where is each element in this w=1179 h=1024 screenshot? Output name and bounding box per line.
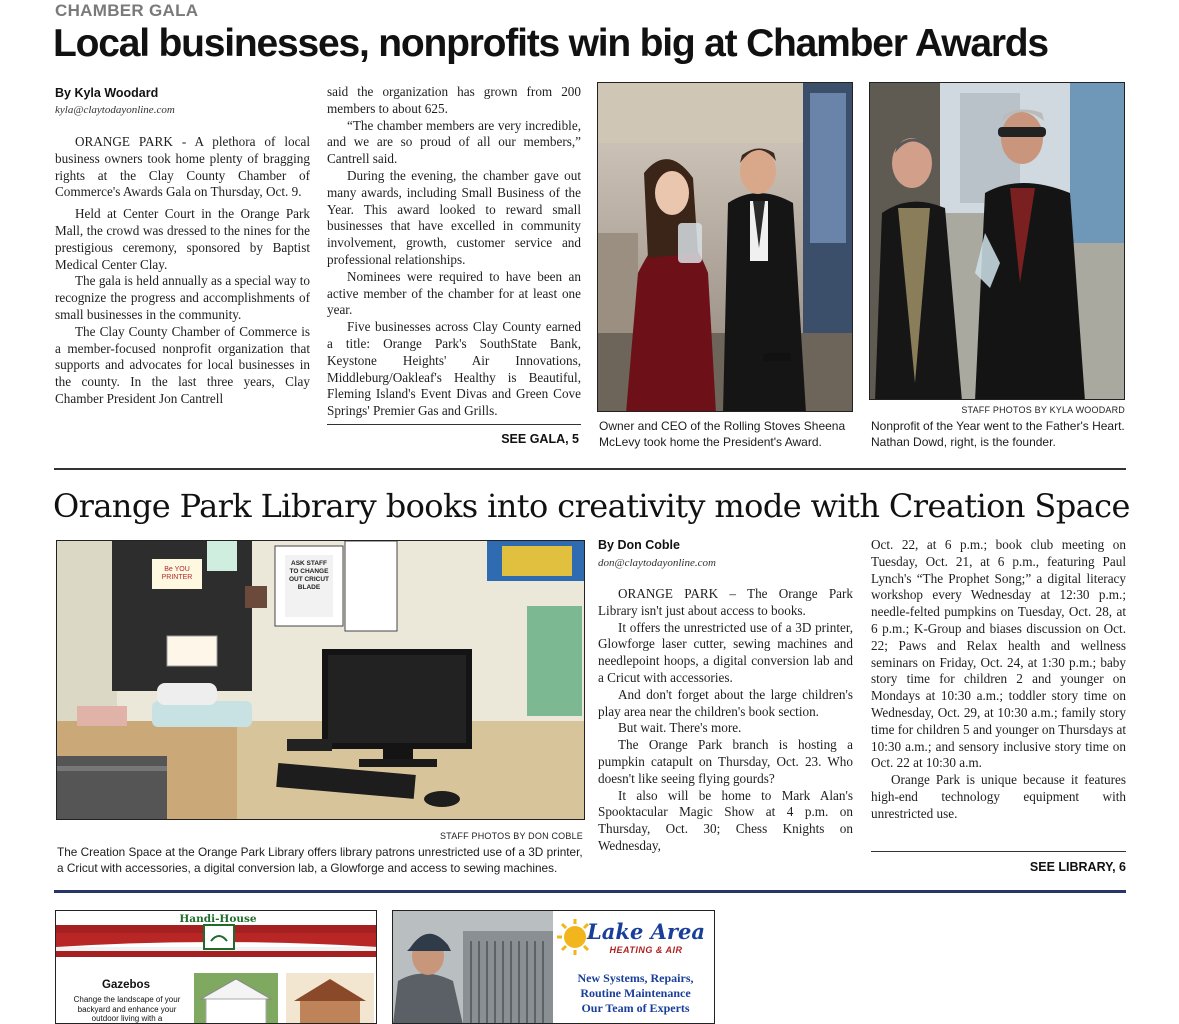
photo-nathan-dowd (869, 82, 1125, 400)
lake-area-brand: Lake Area (587, 919, 705, 944)
handi-house-brand: Handi-House (179, 913, 257, 925)
paragraph: The Clay County Chamber of Commerce is a member-focused nonprofit organization that supports and advocates for local businesses in the county. In the last three years, Clay Chamber President Jon Cantrell (55, 323, 310, 406)
byline-kyla-woodard: By Kyla Woodard (55, 86, 159, 100)
section-kicker: CHAMBER GALA (55, 1, 199, 20)
jump-rule (871, 851, 1126, 852)
paragraph: The Orange Park branch is hosting a pumpkin catapult on Thursday, Oct. 23. Who doesn't like seeing flying gourds? (598, 737, 853, 786)
paragraph: ORANGE PARK - A plethora of local business owners took home plenty of bragging rights at the Clay County Chamber of Commerce's Awards Gala on Thursday, Oct. 9. (55, 134, 310, 200)
paragraph: Five businesses across Clay County earned a title: Orange Park's SouthState Bank, Keystone Heights' Air Innovations, Middleburg/Oakleaf's Healthy is Beautiful, Fleming Island's Event Divas and Green Cove Springs' Premier Gas and Grills. (327, 319, 581, 419)
paragraph: “The chamber members are very incredible, and we are so proud of all our members,” Cantrell said. (327, 117, 581, 167)
paragraph: It offers the unrestricted use of a 3D printer, Glowforge laser cutter, sewing machines and needlepoint hoops, a digital conversion lab and a Cricut with accessories. (598, 619, 853, 685)
photo-credit-don: STAFF PHOTOS BY DON COBLE (439, 831, 583, 841)
lake-area-services (558, 971, 713, 1016)
service-line: Our Team of Experts (581, 1001, 690, 1015)
paragraph: Orange Park is unique because it features high-end technology equipment with unrestricted use. (871, 772, 1126, 821)
email-don-coble: don@claytodayonline.com (598, 557, 716, 569)
story2-column-2 (871, 537, 1126, 823)
gazebos-text: Change the landscape of your backyard and enhance your outdoor living with a (73, 995, 181, 1023)
paragraph: The gala is held annually as a special way to recognize the progress and accomplishments of small businesses in the community. (55, 273, 310, 322)
lake-area-subbrand: HEATING & AIR (609, 945, 683, 955)
paragraph: But wait. There's more. (618, 720, 742, 736)
ad-handi-house[interactable] (55, 910, 377, 1024)
caption-photo-1: Owner and CEO of the Rolling Stoves Sheena McLevy took home the President's Award. (599, 419, 846, 449)
story1-column-1 (55, 134, 310, 408)
paragraph-continued: said the organization has grown from 200 members to about 625. (327, 84, 581, 116)
story1-column-2 (327, 84, 581, 420)
cricut-blade-sign: ASK STAFF TO CHANGE OUT CRICUT BLADE (288, 560, 330, 591)
story-divider (54, 468, 1126, 470)
jump-link-library[interactable]: SEE LIBRARY, 6 (1029, 860, 1126, 874)
caption-creation-space: The Creation Space at the Orange Park Library offers library patrons unrestricted use of a 3D printer, a Cricut with accessories, a digital conversion lab, a Glowforge and access to sewing machines. (57, 845, 583, 875)
ad-lake-area-heating-air[interactable] (392, 910, 715, 1024)
photo-creation-space (56, 540, 585, 820)
jump-link-gala[interactable]: SEE GALA, 5 (501, 432, 579, 446)
paragraph-continued: Oct. 22, at 6 p.m.; book club meeting on Tuesday, Oct. 21, at 6 p.m., featuring Paul Lynch's “The Prophet Song;” a digital literacy workshop every Wednesday at 12:30 p.m.; needle-felted pumpkins on Tuesday, Oct. 28, at 6 p.m.; K-Group and biases discussion on Oct. 22; Paws and Relax health and wellness seminars on Friday, Oct. 24, at 1:30 p.m.; baby story time for children 2 and younger on Mondays at 10:30 a.m.; toddler story time on Wednesday, Oct. 29, at 10:30 a.m.; family story time for children 5 and younger on Thursdays at 10:30 a.m.; and sensory inclusive story time on Oct. 22 at 10:30 a.m. (871, 537, 1126, 771)
paragraph: Held at Center Court in the Orange Park Mall, the crowd was dressed to the nines for the prestigious ceremony, sponsored by Baptist Medical Center Clay. (55, 206, 310, 272)
story2-column-1 (598, 586, 853, 855)
byline-don-coble: By Don Coble (598, 538, 680, 552)
email-kyla-woodard: kyla@claytodayonline.com (55, 104, 175, 116)
headline-chamber-awards: Local businesses, nonprofits win big at Chamber Awards (53, 22, 1048, 65)
paragraph: During the evening, the chamber gave out many awards, including Small Business of the Year. This award looked to reward small businesses that have excelled in community involvement, growth, customer service and professional relationships. (327, 167, 581, 267)
service-line: Routine Maintenance (580, 986, 691, 1000)
paragraph: It also will be home to Mark Alan's Spooktacular Magic Show at 4 p.m. on Thursday, Oct. 30; Chess Knights on Wednesday, (598, 787, 853, 853)
photo-credit-kyla: STAFF PHOTOS BY KYLA WOODARD (961, 405, 1125, 415)
section-rule-navy (54, 890, 1126, 893)
paragraph: ORANGE PARK – The Orange Park Library isn't just about access to books. (598, 586, 853, 618)
paragraph: And don't forget about the large children's play area near the children's book section. (598, 686, 853, 719)
photo-illustration (870, 83, 1125, 400)
photo-illustration (598, 83, 853, 412)
paragraph: Nominees were required to have been an active member of the chamber for at least one year. (327, 268, 581, 318)
jump-rule (327, 424, 581, 425)
service-line: New Systems, Repairs, (577, 971, 694, 985)
caption-photo-2: Nonprofit of the Year went to the Father's Heart. Nathan Dowd, right, is the founder. (871, 419, 1125, 449)
photo-sheena-mclevy (597, 82, 853, 412)
headline-library-creation-space: Orange Park Library books into creativity mode with Creation Space (53, 487, 1130, 525)
gazebos-title: Gazebos (102, 979, 150, 991)
printer-sign: Be YOU PRINTER (161, 566, 193, 581)
